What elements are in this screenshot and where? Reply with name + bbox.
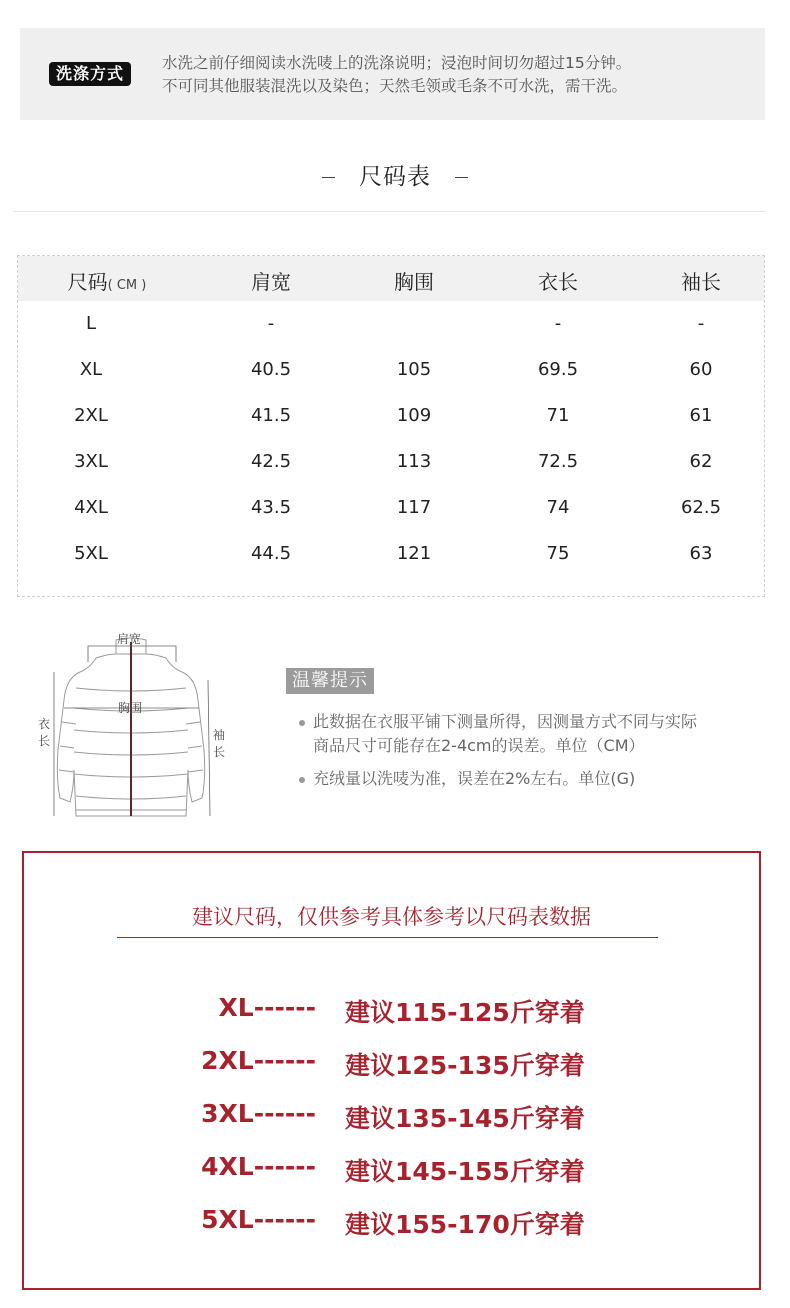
tip-fill-text: 充绒量以洗唛为准，误差在2%左右。单位(G) bbox=[313, 769, 636, 788]
tip-measurement-line-1: 此数据在衣服平铺下测量所得，因测量方式不同与实际 bbox=[313, 712, 698, 731]
table-cell: 75 bbox=[546, 543, 570, 564]
recommended-size-row bbox=[24, 1205, 759, 1239]
recommended-size-label: 4XL------ bbox=[201, 1152, 316, 1181]
recommended-size-row bbox=[24, 1046, 759, 1080]
diagram-label-length bbox=[38, 716, 50, 750]
table-cell: 121 bbox=[396, 543, 432, 564]
table-cell: 42.5 bbox=[250, 451, 292, 472]
size-chart-title: 尺码表 bbox=[359, 164, 431, 190]
size-chart-table bbox=[17, 255, 765, 597]
title-dash-right bbox=[455, 177, 468, 179]
title-divider bbox=[14, 211, 766, 212]
recommended-size-title: 建议尺码，仅供参考具体参考以尺码表数据 bbox=[192, 905, 591, 929]
tip-measurement-line-2: 商品尺寸可能存在2-4cm的误差。单位（CM） bbox=[313, 736, 645, 755]
header-size bbox=[32, 266, 182, 295]
diagram-length-char-2: 长 bbox=[38, 734, 51, 748]
recommended-size-row bbox=[24, 993, 759, 1027]
recommended-size-divider bbox=[117, 937, 658, 938]
table-cell: 4XL bbox=[74, 497, 108, 518]
recommended-size-label: 5XL------ bbox=[201, 1205, 316, 1234]
recommended-weight-text: 建议125-135斤穿着 bbox=[345, 1051, 585, 1080]
table-cell: 62 bbox=[689, 451, 713, 472]
table-cell: 60 bbox=[689, 359, 713, 380]
recommended-size-row bbox=[24, 1099, 759, 1133]
wash-line-2: 不可同其他服装混洗以及染色；天然毛领或毛条不可水洗，需干洗。 bbox=[162, 77, 628, 95]
table-cell: XL bbox=[79, 359, 103, 380]
header-sleeve: 袖长 bbox=[681, 270, 721, 294]
header-size-label: 尺码 bbox=[67, 270, 108, 294]
table-cell: 117 bbox=[396, 497, 432, 518]
tip-fill bbox=[286, 767, 776, 791]
table-cell: 2XL bbox=[74, 405, 108, 426]
table-cell: 74 bbox=[546, 497, 570, 518]
table-cell: - bbox=[267, 313, 275, 334]
diagram-label-shoulder: 肩宽 bbox=[117, 632, 142, 646]
table-cell: 69.5 bbox=[537, 359, 579, 380]
table-cell: 5XL bbox=[74, 543, 108, 564]
table-cell: 63 bbox=[689, 543, 713, 564]
header-shoulder: 肩宽 bbox=[251, 270, 291, 294]
title-dash-left bbox=[322, 177, 335, 179]
recommended-size-label: 3XL------ bbox=[201, 1099, 316, 1128]
table-cell: 113 bbox=[396, 451, 432, 472]
recommended-weight-text: 建议155-170斤穿着 bbox=[345, 1210, 585, 1239]
header-length: 衣长 bbox=[538, 270, 578, 294]
diagram-length-char-1: 衣 bbox=[38, 717, 51, 731]
table-cell: L bbox=[85, 313, 97, 334]
table-cell: 71 bbox=[546, 405, 570, 426]
recommended-weight-text: 建议115-125斤穿着 bbox=[345, 998, 585, 1027]
table-cell: - bbox=[697, 313, 705, 334]
table-cell: 44.5 bbox=[250, 543, 292, 564]
diagram-label-sleeve bbox=[213, 727, 225, 761]
size-chart-heading bbox=[0, 158, 790, 191]
diagram-sleeve-char-1: 袖 bbox=[213, 728, 226, 742]
table-cell: 43.5 bbox=[250, 497, 292, 518]
bullet-icon bbox=[299, 777, 305, 783]
diagram-label-chest: 胸围 bbox=[118, 701, 143, 715]
table-cell: 109 bbox=[396, 405, 432, 426]
header-unit-label: ( CM ) bbox=[107, 278, 147, 293]
table-cell: - bbox=[554, 313, 562, 334]
header-chest: 胸围 bbox=[394, 270, 434, 294]
recommended-weight-text: 建议145-155斤穿着 bbox=[345, 1157, 585, 1186]
wash-method-tag: 洗涤方式 bbox=[49, 62, 131, 86]
table-cell: 61 bbox=[689, 405, 713, 426]
recommended-size-label: 2XL------ bbox=[201, 1046, 316, 1075]
jacket-measurement-diagram bbox=[36, 630, 262, 828]
wash-instructions-text bbox=[162, 52, 631, 98]
table-cell: 72.5 bbox=[537, 451, 579, 472]
recommended-size-row bbox=[24, 1152, 759, 1186]
recommended-weight-text: 建议135-145斤穿着 bbox=[345, 1104, 585, 1133]
table-cell: 105 bbox=[396, 359, 432, 380]
table-header-row bbox=[18, 256, 764, 301]
tips-tag: 温馨提示 bbox=[286, 668, 374, 694]
diagram-sleeve-char-2: 长 bbox=[213, 745, 226, 759]
table-cell: 41.5 bbox=[250, 405, 292, 426]
table-cell: 40.5 bbox=[250, 359, 292, 380]
table-cell: 3XL bbox=[74, 451, 108, 472]
bullet-icon bbox=[299, 720, 305, 726]
recommended-size-label: XL------ bbox=[218, 993, 316, 1022]
wash-line-1: 水洗之前仔细阅读水洗唛上的洗涤说明；浸泡时间切勿超过15分钟。 bbox=[162, 54, 632, 72]
recommended-size-box bbox=[22, 851, 761, 1290]
tip-measurement bbox=[286, 710, 776, 758]
tips-section bbox=[286, 668, 776, 791]
table-cell: 62.5 bbox=[680, 497, 722, 518]
